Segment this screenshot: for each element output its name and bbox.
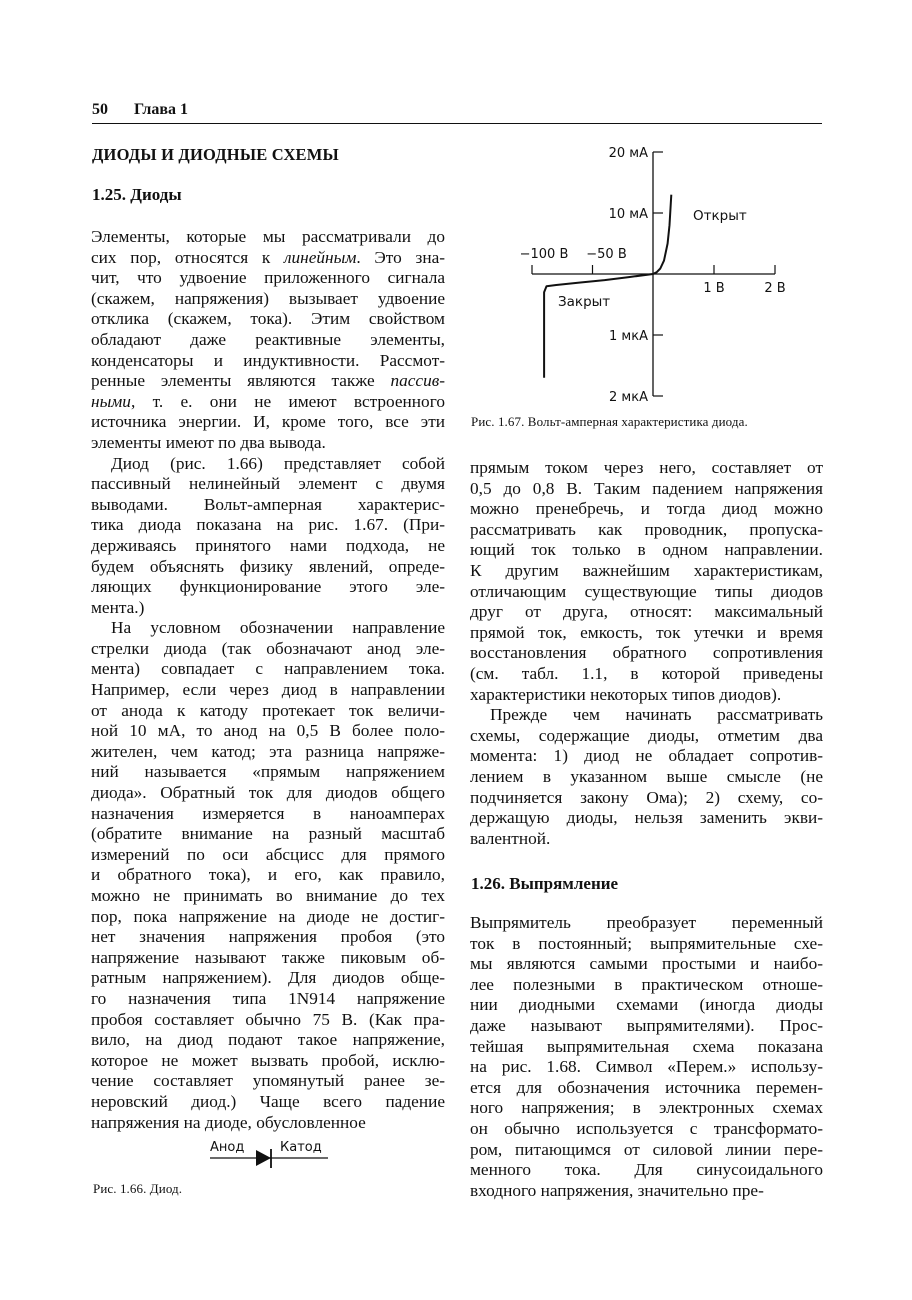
text-line: лением в указанном выше смысле (не [470,766,823,786]
figure-1-66-caption: Рис. 1.66. Диод. [93,1181,183,1196]
text-line: друг от друга, относят: максимальный [470,602,823,622]
text-line: прямой ток, емкость, ток утечки и время [470,622,823,642]
x-tick-label: 1 В [703,281,725,296]
text-line: нет значения напряжения пробоя (это [91,927,445,947]
text-line: ляющих функционирование этого эле- [91,577,445,597]
text-line: напряжения на диоде, обусловленное [91,1112,366,1132]
y-tick-label: 10 мА [608,207,648,222]
text-line: входного напряжения, значительно пре- [470,1180,764,1200]
text-line: выводами. Вольт-амперная характерис- [91,494,445,514]
text-line: можно не принимать во внимание до тех [91,886,445,905]
italic-term: пассив- [390,371,445,391]
running-head [92,101,822,124]
text-line: прямым током через него, составляет от [470,458,823,477]
annotation-open: Открыт [693,208,747,224]
section-title-1-26: 1.26. Выпрямление [471,874,619,893]
text-line: Диод (рис. 1.66) представляет собой [111,453,445,473]
text-line: Элементы, которые мы рассматривали до [91,227,445,246]
diode-symbol-figure [205,1133,335,1173]
section-1-26-body [470,913,823,1201]
text-line: тика диода показана на рис. 1.67. (При- [91,515,445,535]
text-line: ренные элементы являются также пассив- [91,371,445,391]
text-line: мента) совпадает с направлением тока. [91,659,445,679]
text-line: Например, если через диод в направлении [91,680,445,700]
text-line: ного напряжения; в электронных схемах [470,1098,823,1118]
text-line: го назначения типа 1N914 напряжение [91,988,445,1008]
text-line: сих пор, относятся к линейным. Это зна- [91,247,445,267]
text-line: держащую диоды, нельзя заменить экви- [470,808,823,828]
text-line: мы являются самыми простыми и наибо- [470,954,823,974]
text-line: назначения измеряется в наноамперах [91,803,445,823]
text-line: Выпрямитель преобразует переменный [470,913,823,932]
text-line: На условном обозначении направление [111,618,445,638]
text-line: конденсаторы и индуктивности. Рассмот- [91,350,445,370]
section-title-1-25: 1.25. Диоды [92,185,182,204]
text-line: вило, на диод подают такое напряжение, [91,1030,445,1050]
chapter-label: Глава 1 [134,101,188,118]
text-line: и обратного тока), и его, как правило, [91,865,445,885]
text-line: ний называется «прямым напряжением [91,762,445,782]
text-line: подчиняется закону Ома); 2) схему, со- [470,787,823,807]
text-line: менного тока. Для синусоидального [470,1160,823,1180]
text-line: (см. табл. 1.1, в которой приведены [470,663,823,683]
text-line: чит, что удвоение приложенного сигнала [91,268,445,288]
text-line: Прежде чем начинать рассматривать [490,705,823,725]
text-line: отклика (скажем, тока). Этим свойством [91,309,445,329]
page-number: 50 [92,101,108,118]
text-line: неровский диод.) Чаще всего падение [91,1091,445,1111]
text-line: источника энергии. И, кроме того, все эти [91,412,445,432]
text-line: ной 10 мА, то анод на 0,5 В более поло- [91,721,445,741]
text-line: лее полезными в практическом отноше- [470,974,823,994]
text-line: нии диодными схемами (иногда диоды [470,995,823,1015]
text-line: можно пренебречь, и тогда диод можно [470,499,823,519]
text-line: от анода к катоду протекает ток величи- [91,700,445,720]
text-line: рассматривать как проводник, пропуска- [470,519,823,539]
text-line: жителен, чем катод; эта разница напряже- [91,741,445,761]
text-line: момента: 1) диод не обладает сопротив- [470,746,823,766]
text-line: диода». Обратный ток для диодов общего [91,783,445,803]
text-line: даже называют выпрямителями). Прос- [470,1015,823,1035]
text-line: будем объяснять физику явлений, опреде- [91,556,445,576]
text-line: валентной. [470,828,551,848]
paragraph [470,705,823,849]
text-line: обладают даже реактивные элементы, [91,329,445,349]
text-line: пробоя составляет обычно 75 В. (Как пра- [91,1009,445,1029]
chapter-title: ДИОДЫ И ДИОДНЫЕ СХЕМЫ [92,145,339,164]
anode-label: Анод [210,1140,245,1155]
text-line: тейшая выпрямительная схема показана [470,1036,823,1056]
text-line: держиваясь принятого нами подхода, не [91,535,445,555]
text-line: он обычно используется с трансформато- [470,1118,823,1138]
text-line: 0,5 до 0,8 В. Таким падением напряжения [470,478,823,498]
paragraph [470,913,823,1201]
text-line: ток в постоянный; выпрямительные схе- [470,933,823,953]
text-line: схемы, содержащие диоды, отметим два [470,725,823,745]
left-column [91,227,445,1133]
paragraph [91,227,445,454]
text-line: К другим важнейшим характеристикам, [470,560,823,580]
italic-term: ными [91,391,131,411]
paragraph [470,458,823,705]
x-tick-label: −100 В [519,247,569,262]
text-line: пор, пока напряжение на диоде не достиг- [91,906,445,926]
text-line: ющий ток только в одном направлении. [470,540,823,560]
right-column [470,458,823,849]
diode-triangle-icon [256,1150,271,1166]
text-line: чение составляет упомянутый ранее зе- [91,1071,445,1091]
y-tick-label: 1 мкА [609,329,648,344]
figure-1-67-caption: Рис. 1.67. Вольт-амперная характеристика диода. [471,414,748,429]
x-tick-label: −50 В [586,247,627,262]
text-line: (скажем, напряжения) вызывает удвоение [91,288,445,308]
text-line: мента.) [91,597,145,617]
text-line: измерений по оси абсцисс для прямого [91,844,445,864]
text-line: ными, т. е. они не имеют встроенного [91,391,445,411]
paragraph [91,618,445,1133]
reverse-curve [544,274,653,378]
text-line: отличающим существующие типы диодов [470,581,823,601]
forward-curve [653,195,671,274]
text-line: восстановления обратного сопротивления [470,643,823,663]
text-line: пассивный нелинейный элемент с двумя [91,474,445,494]
text-line: (обратите внимание на разный масштаб [91,824,445,844]
text-line: напряжение называют также пиковым об- [91,947,445,967]
text-line: характеристики некоторых типов диодов). [470,684,782,704]
y-tick-label: 20 мА [608,146,648,161]
text-line: ратным напряжением). Для диодов обще- [91,968,445,988]
text-line: стрелки диода (так обозначают анод эле- [91,638,445,658]
annotation-closed: Закрыт [558,294,611,310]
cathode-label: Катод [280,1140,322,1155]
text-line: которое не может вызвать пробой, исклю- [91,1050,445,1070]
italic-term: линейным [283,247,357,267]
paragraph [91,454,445,619]
y-tick-label: 2 мкА [609,390,648,405]
x-tick-label: 2 В [764,281,786,296]
iv-characteristic-chart [500,140,800,410]
text-line: ется для обозначения источника перемен- [470,1077,823,1097]
text-line: ром, питающимся от силовой линии пере- [470,1139,823,1159]
text-line: на рис. 1.68. Символ «Перем.» использу- [470,1057,823,1077]
text-line: элементы имеют по два вывода. [91,432,326,452]
